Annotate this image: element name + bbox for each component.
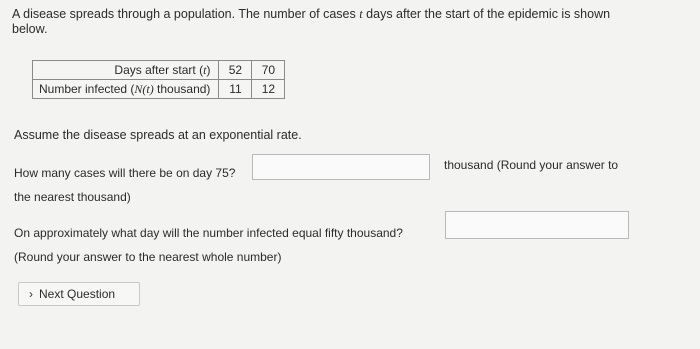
question-1-suffix: thousand (Round your answer to <box>444 158 619 172</box>
answer-input-fifty-thousand-day[interactable] <box>445 211 629 239</box>
table-cell-infected-1: 11 <box>219 80 252 99</box>
row-header-days: Days after start (t) <box>33 61 219 80</box>
table-cell-day-2: 70 <box>252 61 285 80</box>
answer-input-day-75[interactable] <box>252 154 430 180</box>
question-1-text: How many cases will there be on day 75? <box>14 166 236 180</box>
intro-text-a: A disease spreads through a population. The number of cases <box>12 7 360 21</box>
intro-text-line2: below. <box>12 22 48 36</box>
next-question-button[interactable] <box>18 282 140 306</box>
table-row-days <box>33 61 285 80</box>
data-table <box>32 60 285 99</box>
assumption-text: Assume the disease spreads at an exponential rate. <box>14 128 302 142</box>
intro-text-b: days after the start of the epidemic is shown <box>362 7 611 21</box>
table-cell-infected-2: 12 <box>252 80 285 99</box>
question-2-rounding-note: (Round your answer to the nearest whole number) <box>14 250 282 264</box>
question-2-text: On approximately what day will the number infected equal fifty thousand? <box>14 226 403 240</box>
table-cell-day-1: 52 <box>219 61 252 80</box>
problem-intro <box>12 7 652 37</box>
chevron-right-icon: › <box>29 287 33 301</box>
intro-variable-t: t <box>359 7 363 21</box>
next-question-label: Next Question <box>39 287 116 301</box>
table-row-infected <box>33 80 285 99</box>
row-header-infected: Number infected (N(t) thousand) <box>33 80 219 99</box>
question-1-rounding-note: the nearest thousand) <box>14 190 131 204</box>
